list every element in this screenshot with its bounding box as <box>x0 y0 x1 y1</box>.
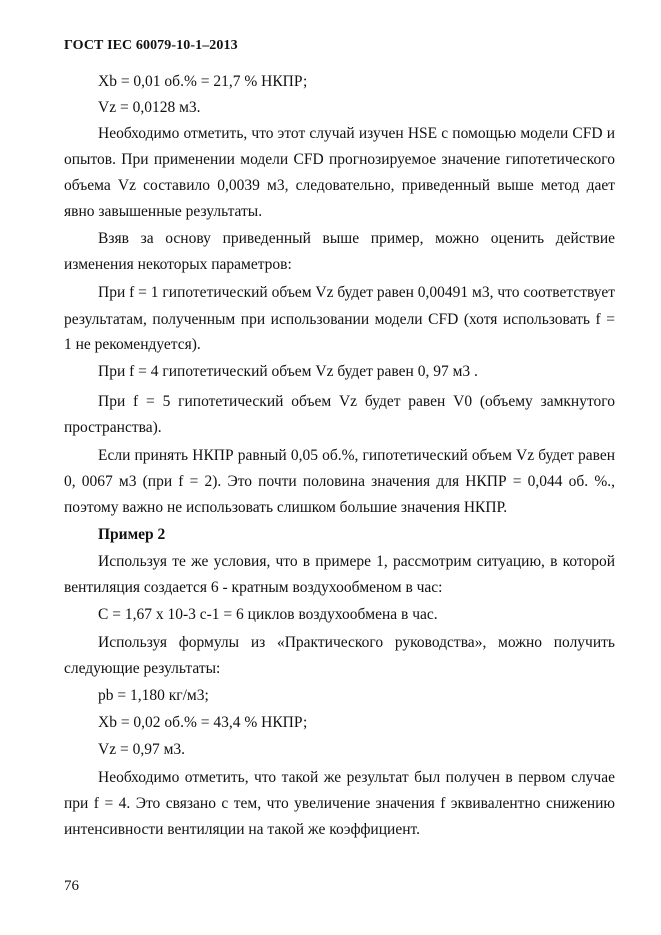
text-line: пространства). <box>64 419 162 436</box>
text-line: Если принять НКПР равный 0,05 об.%, гипотетический объем Vz будет равен <box>98 447 615 464</box>
text-line: При f = 4 гипотетический объем Vz будет равен 0, 97 м3 . <box>98 363 478 380</box>
text-line: объема Vz составило 0,0039 м3, следовательно, приведенный выше метод дает <box>64 177 615 194</box>
text-line: Vz = 0,97 м3. <box>98 741 185 758</box>
text-line: 1 не рекомендуется). <box>64 336 201 353</box>
text-line: Необходимо отметить, что этот случай изучен HSE с помощью модели CFD и <box>98 125 615 142</box>
text-line: при f = 4. Это связано с тем, что увеличение значения f эквивалентно снижению <box>64 795 615 812</box>
text-line: Необходимо отметить, что такой же результат был получен в первом случае <box>98 769 615 786</box>
text-line: При f = 5 гипотетический объем Vz будет равен V0 (объему замкнутого <box>98 393 615 410</box>
text-line: вентиляция создается 6 - кратным воздухообменом в час: <box>64 579 443 596</box>
text-line: pb = 1,180 кг/м3; <box>98 687 209 704</box>
text-line: результатам, полученным при использовании модели CFD (хотя использовать f = <box>64 311 615 328</box>
text-line: При f = 1 гипотетический объем Vz будет равен 0,00491 м3, что соответствует <box>98 284 615 301</box>
text-line: 0, 0067 м3 (при f = 2). Это почти половина значения для НКПР = 0,044 об. %., <box>64 473 615 490</box>
text-line: Xb = 0,02 об.% = 43,4 % НКПР; <box>98 714 308 731</box>
text-line: Используя формулы из «Практического руководства», можно получить <box>98 634 615 651</box>
text-line: изменения некоторых параметров: <box>64 256 292 273</box>
text-line: опытов. При применении модели CFD прогнозируемое значение гипотетического <box>64 151 615 168</box>
section-heading: Пример 2 <box>98 526 166 543</box>
text-line: явно завышенные результаты. <box>64 203 263 220</box>
text-line: Используя те же условия, что в примере 1, рассмотрим ситуацию, в которой <box>98 553 615 570</box>
text-line: Взяв за основу приведенный выше пример, можно оценить действие <box>98 230 615 247</box>
text-line: C = 1,67 x 10-3 с-1 = 6 циклов воздухообмена в час. <box>98 606 438 623</box>
document-header: ГОСТ IEC 60079-10-1–2013 <box>64 38 238 53</box>
text-line: поэтому важно не использовать слишком большие значения НКПР. <box>64 499 508 516</box>
text-line: следующие результаты: <box>64 660 221 677</box>
text-line: Vz = 0,0128 м3. <box>98 99 201 116</box>
text-line: интенсивности вентиляции на такой же коэффициент. <box>64 821 420 838</box>
text-line: Xb = 0,01 об.% = 21,7 % НКПР; <box>98 73 308 90</box>
page-number: 76 <box>64 878 79 894</box>
